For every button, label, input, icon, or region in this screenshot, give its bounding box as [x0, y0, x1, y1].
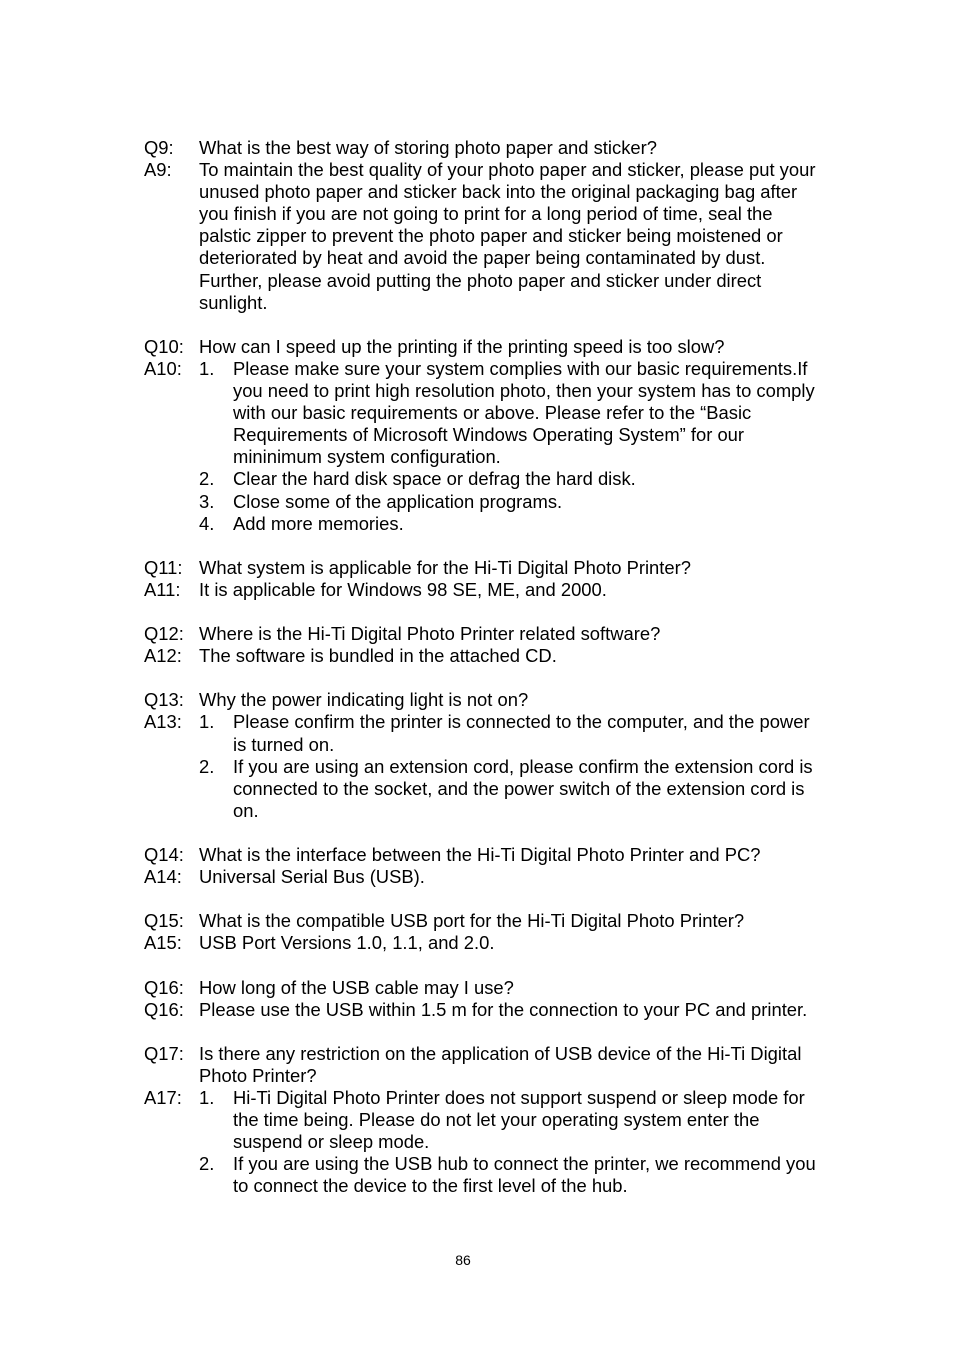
answer-row	[144, 866, 824, 888]
question-label: Q16:	[144, 976, 184, 998]
question-label: Q12:	[144, 623, 184, 645]
answer-row	[144, 358, 824, 535]
question-text: What is the best way of storing photo paper and sticker?	[199, 137, 657, 158]
question-label: Q11:	[144, 556, 183, 578]
question-label: Q14:	[144, 844, 184, 865]
answer-text: Universal Serial Bus (USB).	[199, 866, 425, 888]
faq-entry-q17	[144, 1043, 824, 1198]
answer-text: USB Port Versions 1.0, 1.1, and 2.0.	[199, 932, 495, 954]
question-row	[144, 910, 824, 932]
answer-label: A14:	[144, 866, 182, 888]
answer-row	[144, 579, 824, 601]
answer-label: A13:	[144, 711, 182, 733]
question-row	[144, 557, 824, 579]
faq-entry-q12	[144, 623, 824, 667]
question-row	[144, 137, 824, 159]
list-item-number: 1.	[199, 357, 215, 379]
list-item-number: 1.	[199, 711, 215, 733]
question-row	[144, 1043, 824, 1087]
answer-label: A9:	[144, 159, 172, 181]
question-text: How long of the USB cable may I use?	[199, 976, 514, 998]
question-row	[144, 844, 824, 866]
list-item	[199, 756, 824, 822]
answer-text: To maintain the best quality of your photo paper and sticker, please put your unused photo paper and sticker back into the original packaging bag after you finish if you are not going to print for a long period of time, seal the palstic zipper to prevent the photo paper and sticker being moistened or deteriorated by heat and avoid the paper being contaminated by dust. Further, please avoid putting the photo paper and sticker under direct sunlight.	[199, 159, 821, 313]
question-text: What system is applicable for the Hi-Ti Digital Photo Printer?	[199, 556, 691, 578]
list-item	[199, 1087, 824, 1153]
list-item-text: Close some of the application programs.	[233, 490, 563, 512]
answer-row	[144, 711, 824, 821]
list-item-number: 2.	[199, 1153, 215, 1175]
list-item-text: Please confirm the printer is connected to the computer, and the power is turned on.	[233, 711, 815, 755]
faq-entry-q10	[144, 336, 824, 535]
question-text: Is there any restriction on the application of USB device of the Hi-Ti Digital Photo Printer?	[199, 1042, 807, 1086]
answer-text: It is applicable for Windows 98 SE, ME, and 2000.	[199, 578, 607, 600]
list-item-text: Hi-Ti Digital Photo Printer does not support suspend or sleep mode for the time being. Please do not let your operating system enter the suspend or sleep mode.	[233, 1087, 810, 1153]
list-item-text: Please make sure your system complies with our basic requirements.If you need to print high resolution photo, then your system has to comply with our basic requirements or above. Please refer to the “Basic Requirements of Microsoft Windows Operating System” for our mininimum system configuration.	[233, 357, 820, 468]
question-label: Q17:	[144, 1042, 184, 1064]
list-item	[199, 513, 824, 535]
question-text: Why the power indicating light is not on?	[199, 689, 529, 711]
answer-label: Q16:	[144, 998, 184, 1020]
list-item-number: 2.	[199, 468, 215, 490]
question-row	[144, 689, 824, 711]
list-item-number: 2.	[199, 755, 215, 777]
answer-label: A17:	[144, 1087, 182, 1109]
answer-text: Please use the USB within 1.5 m for the connection to your PC and printer.	[199, 998, 808, 1020]
question-label: Q10:	[144, 335, 184, 357]
question-text: What is the interface between the Hi-Ti Digital Photo Printer and PC?	[199, 844, 761, 865]
list-item-number: 4.	[199, 512, 215, 534]
question-row	[144, 977, 824, 999]
list-item	[199, 358, 824, 468]
answer-label: A11:	[144, 578, 181, 600]
question-label: Q15:	[144, 910, 184, 932]
faq-entry-q11	[144, 557, 824, 601]
answer-list	[199, 358, 824, 535]
list-item	[199, 468, 824, 490]
question-label: Q9:	[144, 137, 174, 158]
answer-row	[144, 645, 824, 667]
question-text: How can I speed up the printing if the printing speed is too slow?	[199, 335, 725, 357]
faq-entry-q13	[144, 689, 824, 822]
list-item-text: If you are using the USB hub to connect the printer, we recommend you to connect the device to the first level of the hub.	[233, 1153, 821, 1197]
list-item-text: Add more memories.	[233, 512, 404, 534]
answer-row	[144, 999, 824, 1021]
list-item-number: 3.	[199, 490, 215, 512]
list-item	[199, 1153, 824, 1197]
question-text: What is the compatible USB port for the Hi-Ti Digital Photo Printer?	[199, 910, 745, 932]
answer-label: A10:	[144, 357, 182, 379]
answer-row	[144, 932, 824, 954]
list-item	[199, 711, 824, 755]
answer-list	[199, 711, 824, 821]
question-text: Where is the Hi-Ti Digital Photo Printer related software?	[199, 623, 661, 645]
answer-row	[144, 1087, 824, 1197]
question-label: Q13:	[144, 689, 184, 711]
faq-entry-q9	[144, 137, 824, 314]
faq-list	[144, 137, 824, 1220]
question-row	[144, 336, 824, 358]
answer-text: The software is bundled in the attached CD.	[199, 645, 557, 667]
question-row	[144, 623, 824, 645]
faq-entry-q16	[144, 977, 824, 1021]
answer-label: A12:	[144, 645, 182, 667]
answer-row	[144, 159, 824, 314]
list-item-text: Clear the hard disk space or defrag the hard disk.	[233, 468, 636, 490]
page-number: 86	[455, 1252, 471, 1268]
answer-label: A15:	[144, 932, 182, 954]
list-item-text: If you are using an extension cord, please confirm the extension cord is connected to the socket, and the power switch of the extension cord is on.	[233, 755, 818, 821]
faq-entry-q14	[144, 844, 824, 888]
list-item-number: 1.	[199, 1087, 215, 1109]
faq-entry-q15	[144, 910, 824, 954]
answer-list	[199, 1087, 824, 1197]
list-item	[199, 491, 824, 513]
